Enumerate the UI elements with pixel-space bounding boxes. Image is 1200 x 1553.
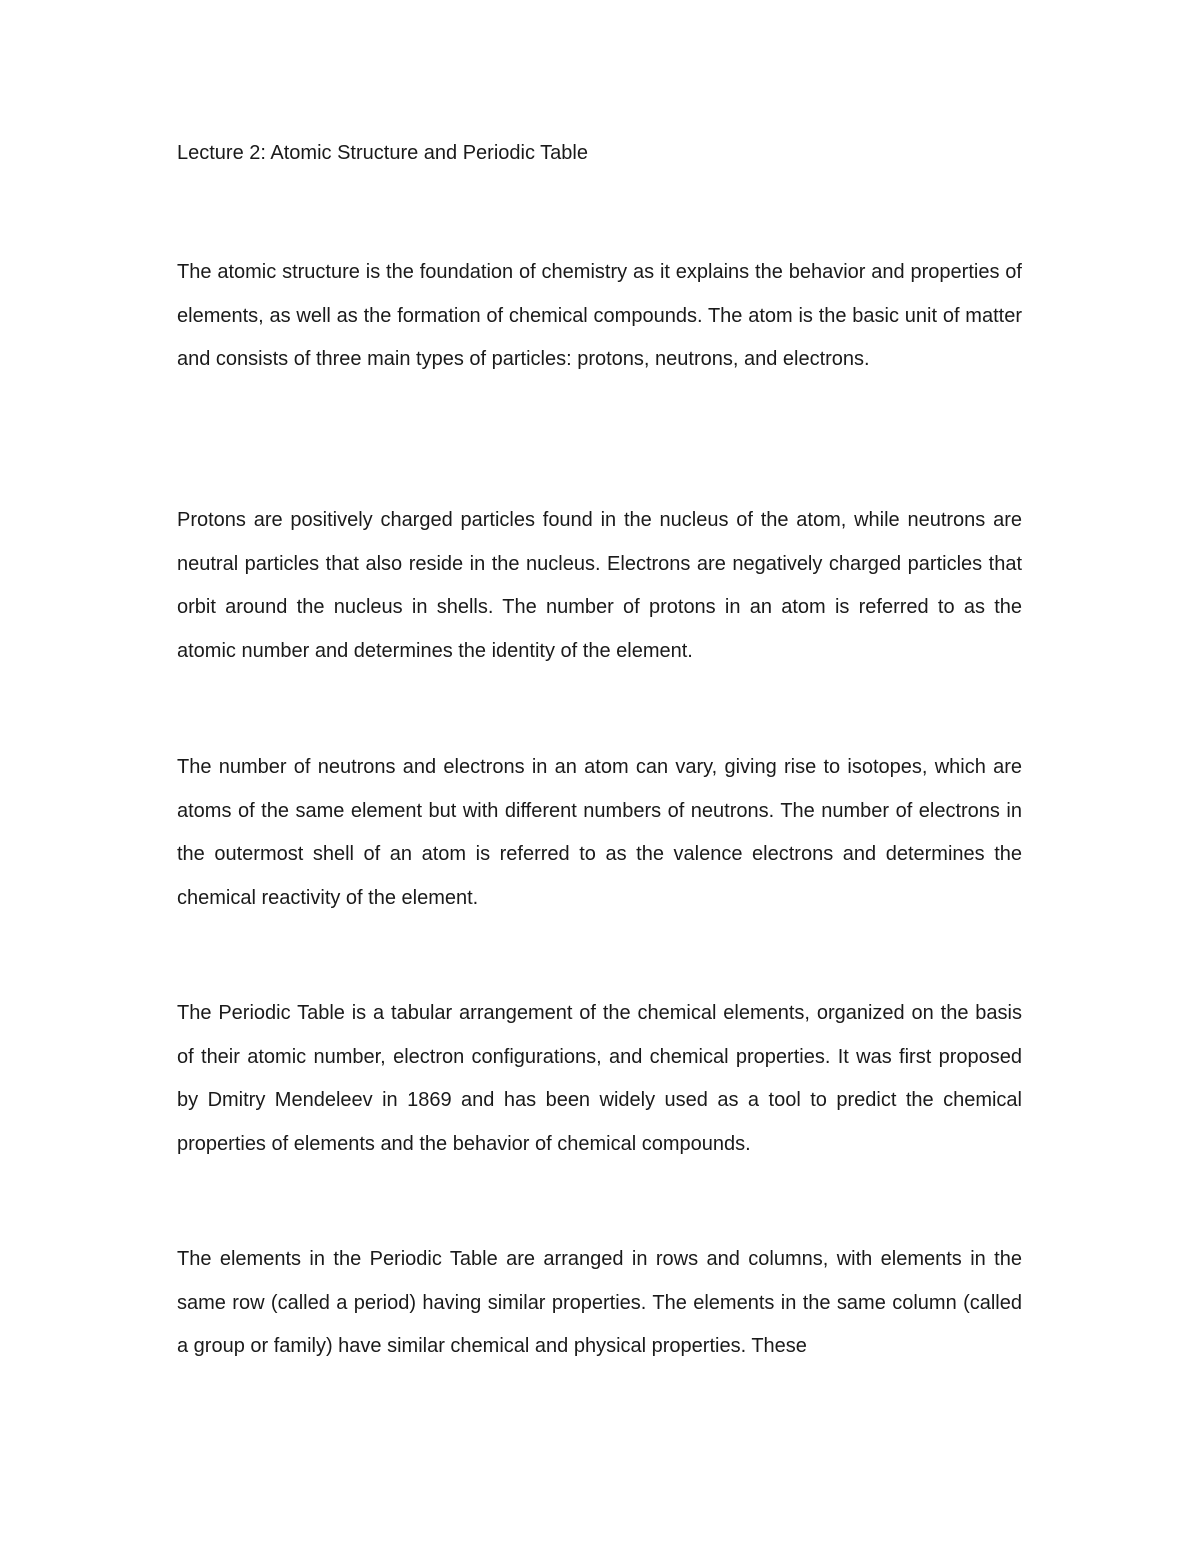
document-title: Lecture 2: Atomic Structure and Periodic Table	[177, 142, 588, 164]
paragraph-protons-electrons: Protons are positively charged particles found in the nucleus of the atom, while neutrons are neutral particles that also reside in the nucleus. Electrons are negatively charged particles that orbit around the nucleus in shells. The number of protons in an atom is referred to as the atomic number and determines the identity of the element.	[177, 509, 1022, 662]
paragraph-periodic-table: The Periodic Table is a tabular arrangement of the chemical elements, organized on the basis of their atomic number, electron configurations, and chemical properties. It was first proposed by Dmitry Mendeleev in 1869 and has been widely used as a tool to predict the chemical properties of elements and the behavior of chemical compounds.	[177, 1002, 1022, 1155]
paragraph-atomic-structure: The atomic structure is the foundation of chemistry as it explains the behavior and properties of elements, as well as the formation of chemical compounds. The atom is the basic unit of matter and consists of three main types of particles: protons, neutrons, and electrons.	[177, 261, 1022, 370]
paragraph-isotopes-valence: The number of neutrons and electrons in an atom can vary, giving rise to isotopes, which are atoms of the same element but with different numbers of neutrons. The number of electrons in the outermost shell of an atom is referred to as the valence electrons and determines the chemical reactivity of the element.	[177, 756, 1022, 909]
paragraph-rows-columns: The elements in the Periodic Table are arranged in rows and columns, with elements in the same row (called a period) having similar properties. The elements in the same column (called a group or family) have similar chemical and physical properties. These	[177, 1248, 1022, 1357]
